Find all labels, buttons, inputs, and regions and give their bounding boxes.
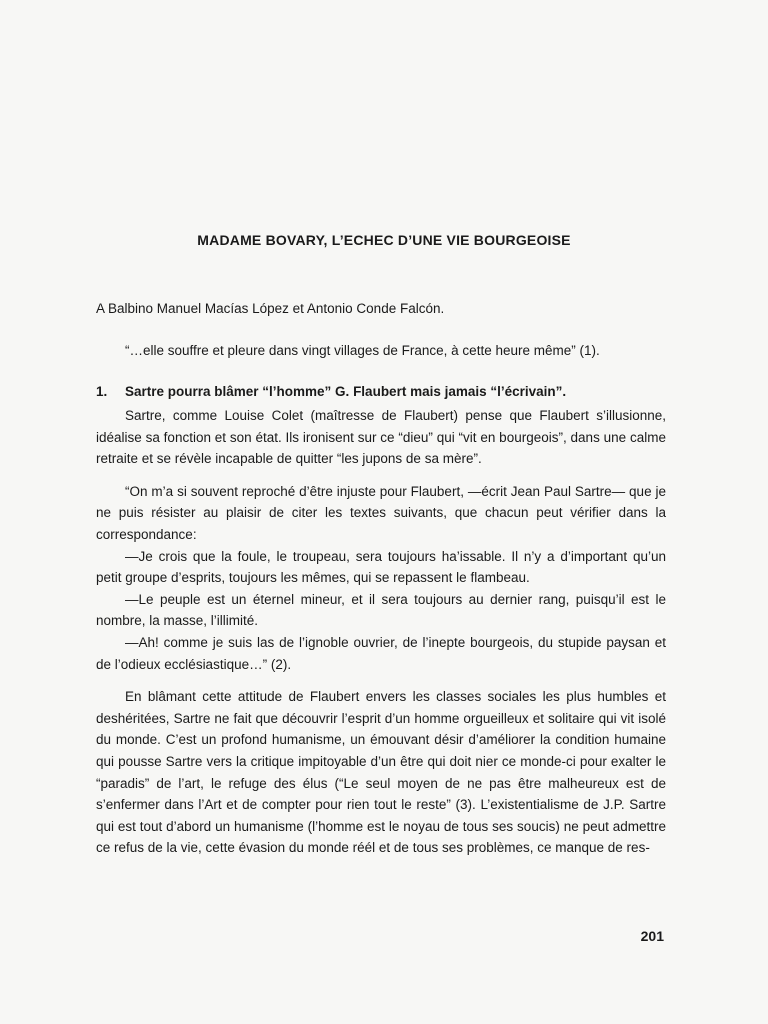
section-heading: [96, 384, 566, 399]
article-title: MADAME BOVARY, L’ECHEC D’UNE VIE BOURGEOISE: [197, 232, 571, 248]
paragraph: “On m’a si souvent reproché d’être injuste pour Flaubert, —écrit Jean Paul Sartre— que je ne puis résister au plaisir de citer les textes suivants, que chacun peut vérifier dans la correspondance:: [96, 483, 666, 542]
section-heading-text: Sartre pourra blâmer “l’homme” G. Flaubert mais jamais “l’écrivain”.: [125, 384, 567, 399]
paragraph: En blâmant cette attitude de Flaubert envers les classes sociales les plus humbles et deshéritées, Sartre ne fait que découvrir l’esprit d’un homme orgueilleux et solitaire qui vit isolé du monde. C’est un profond humanisme, un émouvant désir d’améliorer la condition humaine qui pousse Sartre vers la critique impitoyable d’un être qui doit nier ce monde-ci pour exalter le “paradis” de l’art, le refuge des élus (“Le seul moyen de ne pas être malheureux est de s’enfermer dans l’Art et de compter pour rien tout le reste” (3). L’existentialisme de J.P. Sartre qui est tout d’abord un humanisme (l’homme est le noyau de tous ses soucis) ne peut admettre ce refus de la vie, cette évasion du monde réél et de tous ses problèmes, ce manque de res-: [96, 689, 666, 856]
paragraph: —Le peuple est un éternel mineur, et il sera toujours au dernier rang, puisqu’il est le nombre, la masse, l’illimité.: [96, 591, 666, 629]
body-text: [96, 405, 666, 859]
section-number: 1.: [96, 384, 108, 399]
dedication: A Balbino Manuel Macías López et Antonio Conde Falcón.: [96, 301, 445, 316]
paragraph: Sartre, comme Louise Colet (maîtresse de Flaubert) pense que Flaubert s’illusionne, idéalise sa fonction et son état. Ils ironisent sur ce “dieu” qui “vit en bourgeois”, dans une calme retraite et se révèle incapable de quitter “les jupons de sa mère”.: [96, 408, 666, 467]
epigraph-quote: “…elle souffre et pleure dans vingt villages de France, à cette heure même” (1).: [125, 343, 600, 358]
page-number: 201: [640, 928, 664, 944]
paragraph: —Je crois que la foule, le troupeau, sera toujours ha’issable. Il n’y a d’important qu’un petit groupe d’esprits, toujours les mêmes, qui se repassent le flambeau.: [96, 548, 666, 586]
paragraph: —Ah! comme je suis las de l’ignoble ouvrier, de l’inepte bourgeois, du stupide paysan et de l’odieux ecclésiastique…” (2).: [96, 634, 666, 672]
